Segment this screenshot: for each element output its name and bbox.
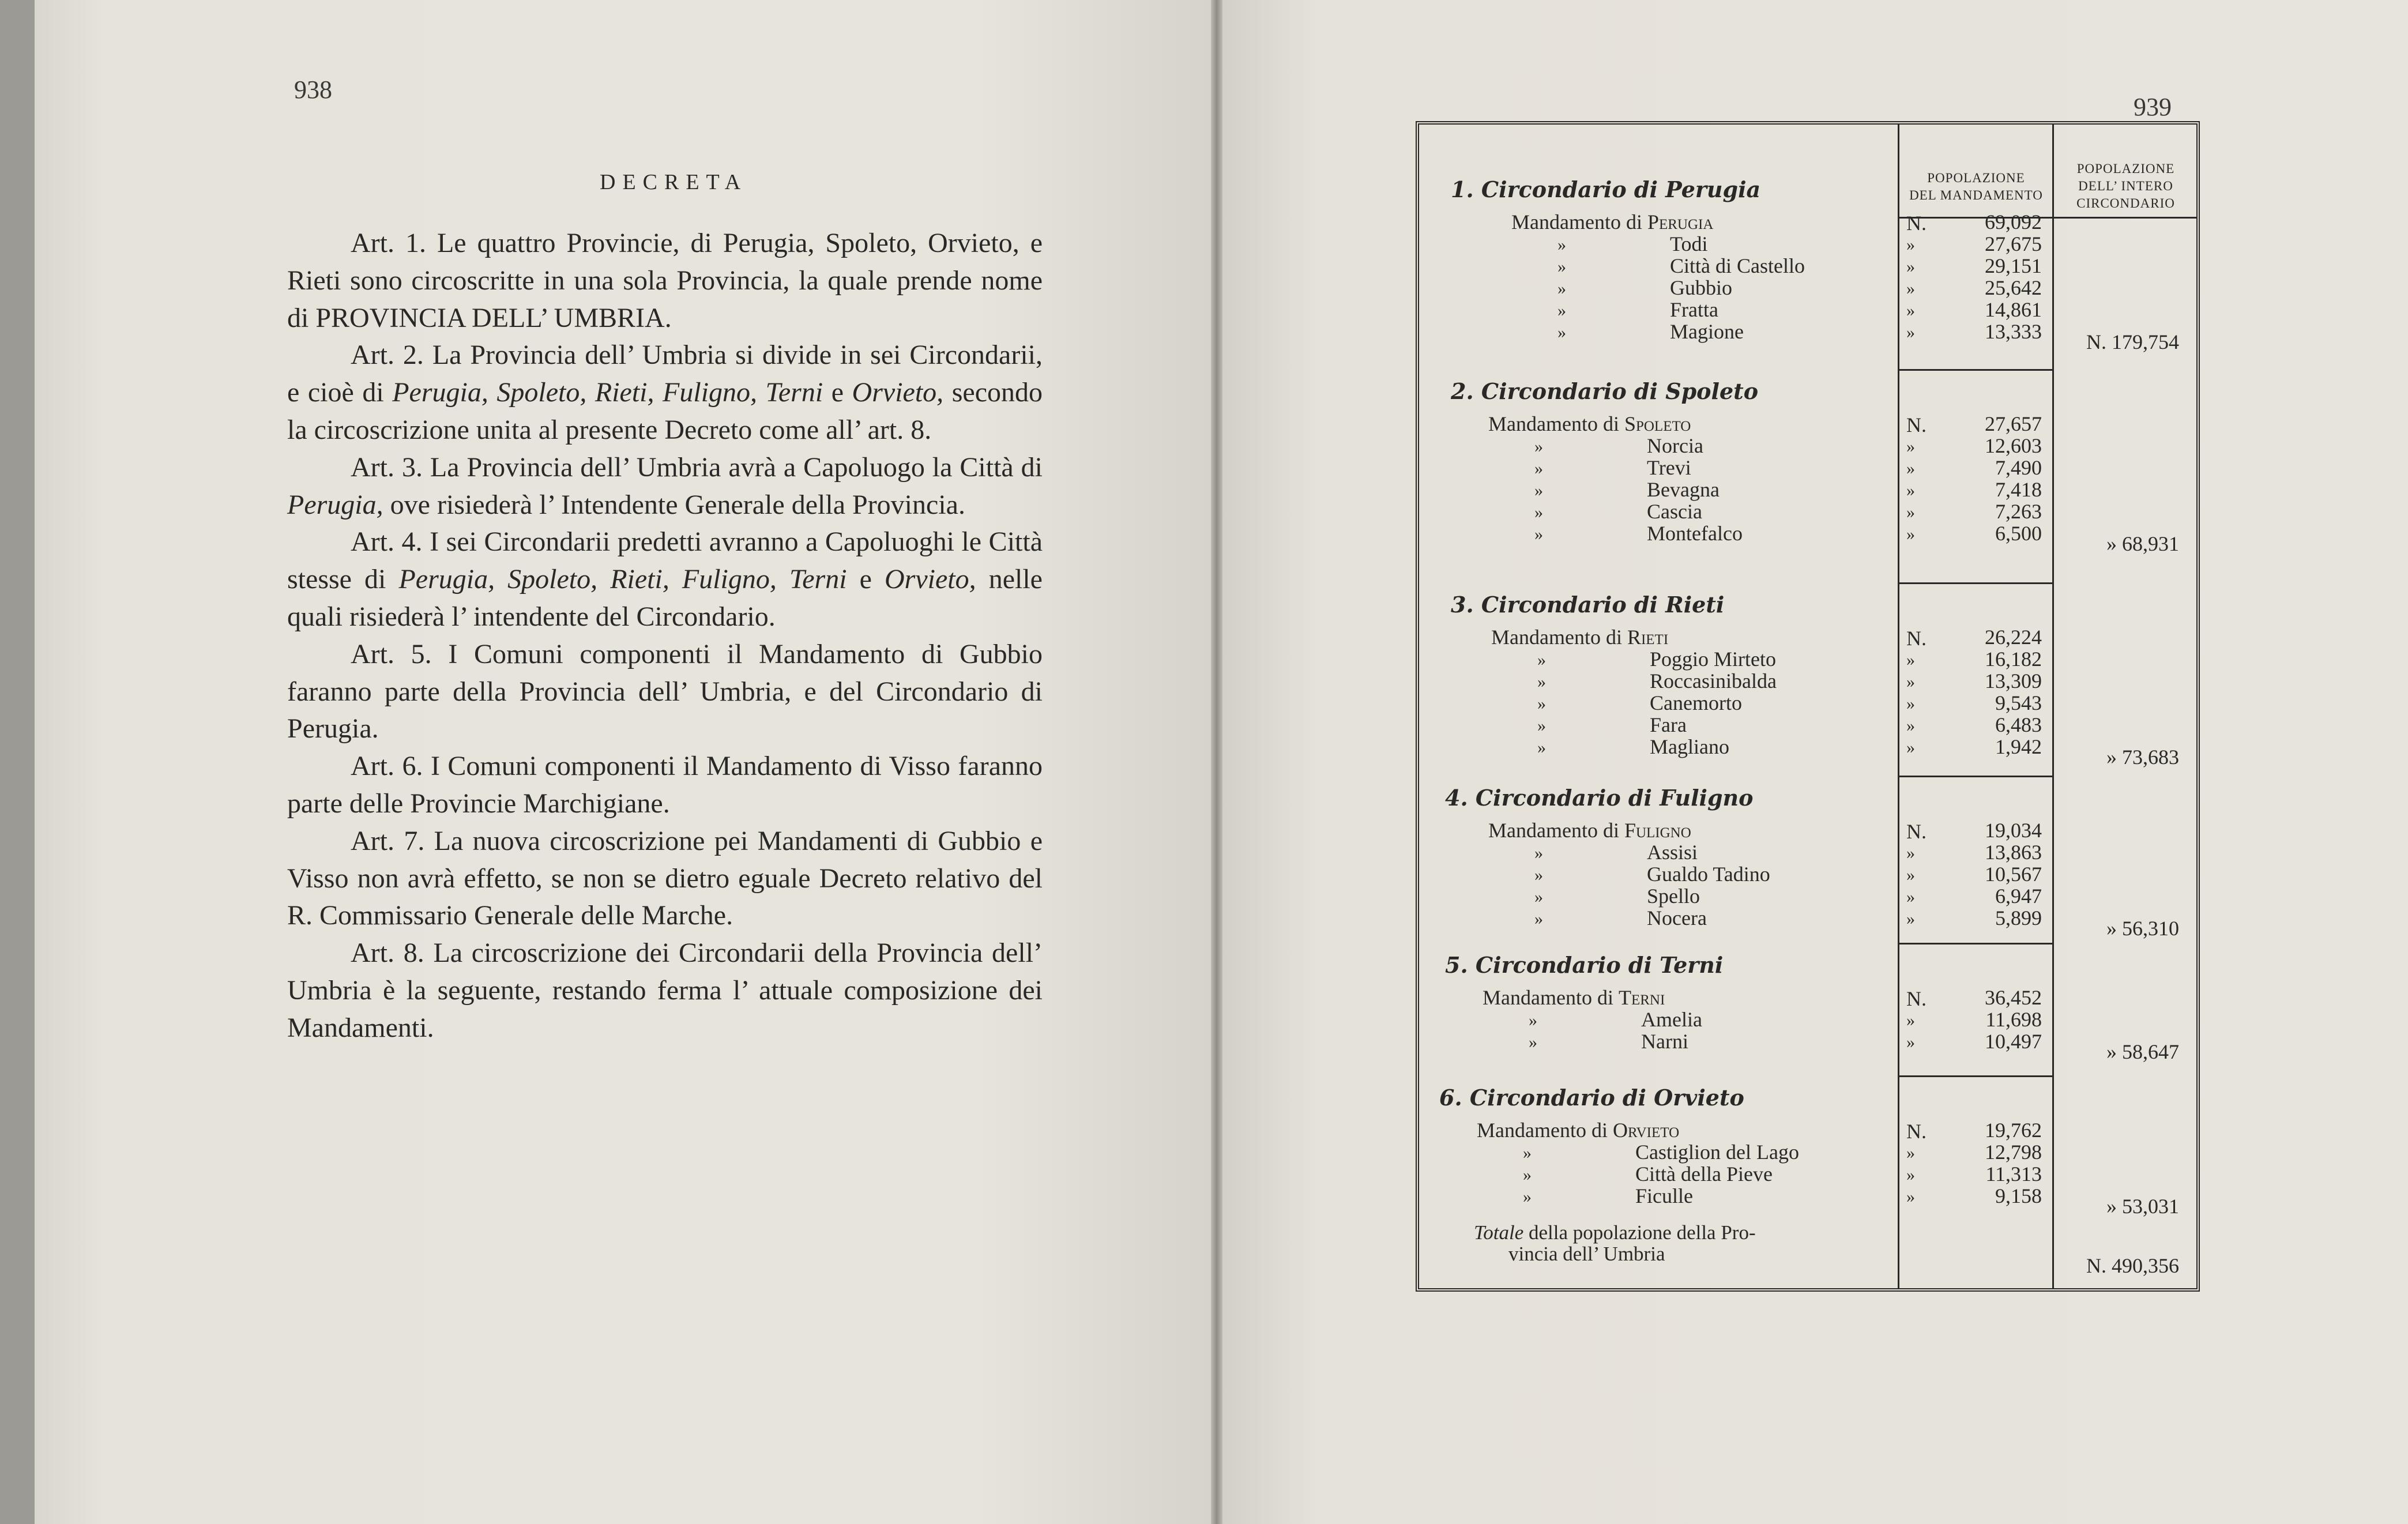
section-rule (1898, 943, 2052, 944)
mandamento-row: Castiglion del Lago (1635, 1141, 1799, 1164)
population-value: 27,675 (1985, 232, 2042, 255)
ditto-mark: » (1537, 650, 1546, 669)
ditto-mark: » (1523, 1143, 1532, 1162)
ditto-mark: » (1906, 716, 1915, 735)
mandamento-row: Canemorto (1650, 691, 1742, 714)
column-header-circondario: POPOLAZIONE DELL’ INTERO CIRCONDARIO (2076, 161, 2175, 210)
ditto-mark: » (1529, 1011, 1537, 1030)
ditto-mark: » (1906, 1011, 1915, 1030)
population-value: 27,657 (1985, 412, 2042, 435)
ditto-mark: » (1537, 672, 1546, 691)
section-rule (1898, 1075, 2052, 1077)
circondario-title: 6. Circondario di Orvieto (1439, 1085, 1744, 1111)
mandamento-row: Città di Castello (1670, 254, 1805, 277)
mandamento-row: Mandamento di Terni (1483, 986, 1665, 1009)
ditto-mark: » (1534, 459, 1543, 478)
mandamento-row: Norcia (1647, 434, 1703, 457)
table-column-divider (1898, 125, 1899, 1288)
population-value: 36,452 (1985, 986, 2042, 1009)
mandamento-row: Amelia (1641, 1008, 1702, 1031)
population-value: 6,483 (1995, 713, 2042, 736)
mandamento-row: Cascia (1647, 500, 1702, 523)
mandamento-row: Mandamento di Orvieto (1477, 1119, 1680, 1142)
mandamento-row: Mandamento di Perugia (1511, 210, 1714, 234)
article-2: Art. 2. La Provincia dell’ Umbria si divide in sei Circondarii, e cioè di Perugia, Spoleto, Rieti, Fuligno, Terni e Orvieto, secondo la circoscrizione unita al presente Decreto come all’ art. 8. (287, 340, 1043, 445)
population-value: 7,418 (1995, 478, 2042, 501)
population-value: 7,263 (1995, 500, 2042, 523)
mandamento-row: Assisi (1647, 841, 1698, 864)
article-6: Art. 6. I Comuni componenti il Mandamento di Visso faranno parte delle Provincie Marchigiane. (287, 751, 1043, 819)
decree-text (287, 225, 1043, 1047)
section-rule (1898, 582, 2052, 584)
section-rule (1898, 776, 2052, 777)
population-value: 19,034 (1985, 819, 2042, 842)
book-gutter (1211, 0, 1222, 1524)
ditto-mark: » (1534, 525, 1543, 544)
ditto-mark: » (1906, 866, 1915, 885)
ditto-mark: » (1557, 279, 1566, 298)
population-value: 7,490 (1995, 456, 2042, 479)
mandamento-row: Trevi (1647, 456, 1691, 479)
number-prefix: N. (1906, 413, 1927, 436)
ditto-mark: » (1537, 694, 1546, 713)
ditto-mark: » (1557, 235, 1566, 254)
ditto-mark: » (1523, 1165, 1532, 1184)
ditto-mark: » (1906, 1165, 1915, 1184)
ditto-mark: » (1906, 323, 1915, 342)
population-value: 10,497 (1985, 1030, 2042, 1053)
ditto-mark: » (1906, 525, 1915, 544)
article-7: Art. 7. La nuova circoscrizione pei Mandamenti di Gubbio e Visso non avrà effetto, se non se dietro eguale Decreto relativo del R. Commissario Generale delle Marche. (287, 825, 1043, 931)
population-value: 10,567 (1985, 863, 2042, 886)
ditto-mark: » (1557, 323, 1566, 342)
ditto-mark: » (1534, 909, 1543, 928)
population-value: 14,861 (1985, 298, 2042, 321)
mandamento-row: Mandamento di Spoleto (1488, 412, 1691, 435)
ditto-mark: » (1906, 1143, 1915, 1162)
ditto-mark: » (1534, 481, 1543, 500)
population-value: 13,309 (1985, 669, 2042, 693)
circondario-total: N. 179,754 (2086, 330, 2179, 353)
mandamento-row: Gualdo Tadino (1647, 863, 1770, 886)
mandamento-row: Narni (1641, 1030, 1688, 1053)
ditto-mark: » (1906, 503, 1915, 522)
total-label-line-2: vincia dell’ Umbria (1508, 1243, 1665, 1265)
ditto-mark: » (1906, 672, 1915, 691)
ditto-mark: » (1537, 738, 1546, 757)
number-prefix: N. (1906, 987, 1927, 1010)
mandamento-row: Nocera (1647, 906, 1707, 930)
page-number-left: 938 (294, 76, 332, 104)
mandamento-row: Magione (1670, 320, 1744, 343)
total-label: Totale della popolazione della Pro- (1474, 1221, 1756, 1244)
grand-total: N. 490,356 (2086, 1254, 2179, 1277)
ditto-mark: » (1906, 1187, 1915, 1206)
ditto-mark: » (1906, 909, 1915, 928)
ditto-mark: » (1534, 887, 1543, 906)
circondario-total: » 68,931 (2106, 532, 2179, 555)
ditto-mark: » (1906, 694, 1915, 713)
population-value: 19,762 (1985, 1119, 2042, 1142)
mandamento-row: Mandamento di Fuligno (1488, 819, 1691, 842)
circondario-total: » 58,647 (2106, 1040, 2179, 1063)
ditto-mark: » (1906, 257, 1915, 276)
population-table (1416, 121, 2200, 1292)
ditto-mark: » (1534, 437, 1543, 456)
circondario-title: 5. Circondario di Terni (1445, 952, 1724, 978)
article-1: Art. 1. Le quattro Provincie, di Perugia, Spoleto, Orvieto, e Rieti sono circoscritte in una sola Provincia, la quale prende nome di PROVINCIA DELL’ UMBRIA. (287, 228, 1043, 333)
page-number-right: 939 (2134, 93, 2172, 121)
population-value: 11,698 (1985, 1008, 2042, 1031)
ditto-mark: » (1906, 459, 1915, 478)
ditto-mark: » (1534, 503, 1543, 522)
population-value: 69,092 (1985, 210, 2042, 234)
article-5: Art. 5. I Comuni componenti il Mandamento di Gubbio faranno parte della Provincia dell’ Umbria, e del Circondario di Perugia. (287, 638, 1043, 744)
population-value: 25,642 (1985, 276, 2042, 299)
population-value: 6,947 (1995, 885, 2042, 908)
article-4: Art. 4. I sei Circondarii predetti avranno a Capoluoghi le Città stesse di Perugia, Spoleto, Rieti, Fuligno, Terni e Orvieto, nelle quali risiederà l’ intendente del Circondario. (287, 526, 1043, 632)
circondario-total: » 53,031 (2106, 1195, 2179, 1218)
mandamento-row: Fara (1650, 713, 1687, 736)
table-column-divider (2052, 125, 2054, 1288)
article-3: Art. 3. La Provincia dell’ Umbria avrà a Capoluogo la Città di Perugia, ove risiederà l’ Intendente Generale della Provincia. (287, 451, 1043, 520)
ditto-mark: » (1523, 1187, 1532, 1206)
column-header-mandamento: POPOLAZIONE DEL MANDAMENTO (1909, 171, 2043, 202)
ditto-mark: » (1906, 301, 1915, 320)
population-value: 9,158 (1995, 1184, 2042, 1207)
population-value: 5,899 (1995, 906, 2042, 930)
mandamento-row: Bevagna (1647, 478, 1720, 501)
population-value: 16,182 (1985, 648, 2042, 671)
population-value: 12,798 (1985, 1141, 2042, 1164)
number-prefix: N. (1906, 627, 1927, 650)
population-value: 9,543 (1995, 691, 2042, 714)
ditto-mark: » (1906, 1033, 1915, 1052)
mandamento-row: Fratta (1670, 298, 1718, 321)
ditto-mark: » (1537, 716, 1546, 735)
decree-heading: DECRETA (600, 170, 748, 194)
ditto-mark: » (1906, 279, 1915, 298)
circondario-title: 1. Circondario di Perugia (1451, 176, 1761, 202)
ditto-mark: » (1906, 738, 1915, 757)
mandamento-row: Montefalco (1647, 522, 1743, 545)
ditto-mark: » (1557, 257, 1566, 276)
population-value: 26,224 (1985, 626, 2042, 649)
number-prefix: N. (1906, 1120, 1927, 1143)
mandamento-row: Todi (1670, 232, 1708, 255)
ditto-mark: » (1906, 235, 1915, 254)
circondario-title: 3. Circondario di Rieti (1451, 592, 1725, 618)
number-prefix: N. (1906, 212, 1927, 235)
population-value: 12,603 (1985, 434, 2042, 457)
ditto-mark: » (1906, 437, 1915, 456)
ditto-mark: » (1906, 887, 1915, 906)
mandamento-row: Mandamento di Rieti (1491, 626, 1669, 649)
section-rule (1898, 369, 2052, 371)
ditto-mark: » (1906, 650, 1915, 669)
population-value: 29,151 (1985, 254, 2042, 277)
mandamento-row: Poggio Mirteto (1650, 648, 1777, 671)
circondario-title: 4. Circondario di Fuligno (1445, 785, 1754, 811)
population-value: 6,500 (1995, 522, 2042, 545)
ditto-mark: » (1557, 301, 1566, 320)
circondario-title: 2. Circondario di Spoleto (1451, 378, 1759, 404)
number-prefix: N. (1906, 820, 1927, 843)
mandamento-row: Ficulle (1635, 1184, 1693, 1207)
population-value: 13,863 (1985, 841, 2042, 864)
circondario-total: » 73,683 (2106, 746, 2179, 769)
mandamento-row: Gubbio (1670, 276, 1732, 299)
article-8: Art. 8. La circoscrizione dei Circondarii della Provincia dell’ Umbria è la seguente, restando ferma l’ attuale composizione dei Mandamenti. (287, 938, 1043, 1043)
ditto-mark: » (1534, 844, 1543, 863)
ditto-mark: » (1529, 1033, 1537, 1052)
population-value: 1,942 (1995, 735, 2042, 758)
circondario-total: » 56,310 (2106, 917, 2179, 940)
population-value: 11,313 (1985, 1162, 2042, 1186)
mandamento-row: Spello (1647, 885, 1700, 908)
mandamento-row: Magliano (1650, 735, 1729, 758)
mandamento-row: Roccasinibalda (1650, 669, 1777, 693)
ditto-mark: » (1534, 866, 1543, 885)
ditto-mark: » (1906, 481, 1915, 500)
population-value: 13,333 (1985, 320, 2042, 343)
mandamento-row: Città della Pieve (1635, 1162, 1773, 1186)
ditto-mark: » (1906, 844, 1915, 863)
